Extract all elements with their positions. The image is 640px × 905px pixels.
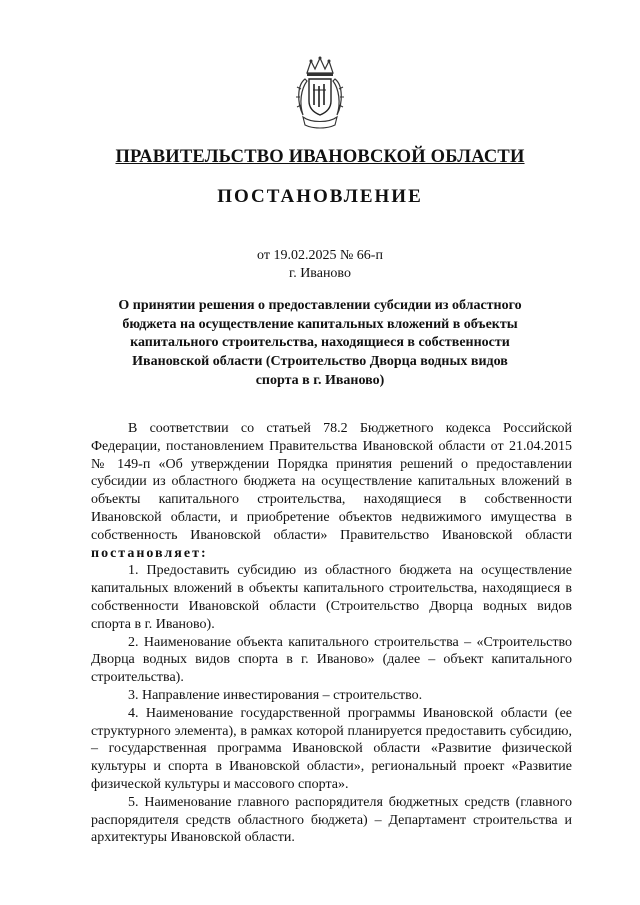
document-title: О принятии решения о предоставлении субсидии из областного бюджета на осуществление капитальных вложений в объекты капитального строительства, находящиеся в собственности Ивановской области (Строительство Дворца водных видов спорта в г. Иваново) [118, 298, 522, 388]
preamble-paragraph [91, 420, 572, 562]
date-number: от 19.02.2025 № 66-п [257, 248, 383, 263]
city: г. Иваново [289, 266, 351, 281]
document-type: ПОСТАНОВЛЕНИЕ [217, 186, 423, 207]
decree-word: постановляет: [91, 545, 208, 561]
list-item: 3. Направление инвестирования – строительство. [128, 687, 423, 703]
list-item: 4. Наименование государственной программы Ивановской области (ее структурного элемента), в рамках которой планируется предоставить субсидию, – государственная программа Ивановской области «Развитие физической культуры и спорта в Ивановской области», региональный проект «Развитие физической культуры и массового спорта». [91, 705, 572, 792]
document-meta [0, 247, 640, 283]
list-item: 1. Предоставить субсидию из областного бюджета на осуществление капитальных вложений в объекты капитального строительства, находящиеся в собственности Ивановской области (Строительство Дворца водных видов спорта в г. Иваново). [91, 563, 572, 632]
list-item: 5. Наименование главного распорядителя бюджетных средств (главного распорядителя средств областного бюджета) – Департамент строительства и архитектуры Ивановской области. [91, 794, 572, 846]
government-name: ПРАВИТЕЛЬСТВО ИВАНОВСКОЙ ОБЛАСТИ [115, 147, 525, 167]
list-item: 2. Наименование объекта капитального строительства – «Строительство Дворца водных видов спорта в г. Иваново» (далее – объект капитального строительства). [91, 634, 572, 686]
preamble-text: В соответствии со статьей 78.2 Бюджетного кодекса Российской Федерации, постановлением Правительства Ивановской области от 21.04.2015 № 149-п «Об утверждении Порядка принятия решений о предоставлении субсидии из областного бюджета на осуществление капитальных вложений в объекты капитального строительства, находящиеся в собственности Ивановской области, и приобретение объектов недвижимого имущества в собственность Ивановской области» Правительство Ивановской области [91, 421, 572, 543]
ivanovo-coat-of-arms-icon [295, 55, 345, 129]
document-body [91, 420, 572, 847]
